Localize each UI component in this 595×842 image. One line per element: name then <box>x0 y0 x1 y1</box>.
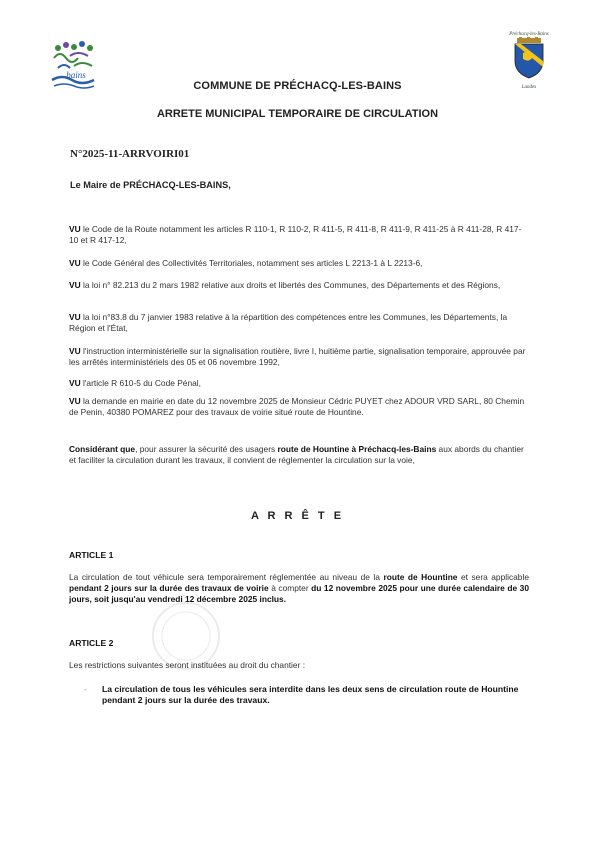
visa-paragraph <box>69 378 529 389</box>
considerant-lead: Considérant que <box>69 444 136 454</box>
document-title: ARRETE MUNICIPAL TEMPORAIRE DE CIRCULATION <box>156 108 439 120</box>
maire-line: Le Maire de PRÉCHACQ-LES-BAINS, <box>70 180 231 190</box>
article-2-bullet <box>84 684 524 706</box>
article-1-body <box>69 572 529 605</box>
visa-text: l'instruction interministérielle sur la signalisation routière, livre I, huitième partie, signalisation temporaire, approuvée par les arrêtés interministériels des 05 et 06 novembre 1992, <box>69 346 526 367</box>
visa-paragraph <box>69 258 529 269</box>
visa-text: le Code Général des Collectivités Territoriales, notamment ses articles L 2213-1 à L 2213-6, <box>80 258 423 268</box>
visa-lead: VU <box>69 258 81 268</box>
visa-lead: VU <box>69 280 81 290</box>
coat-of-arms-icon <box>511 37 547 79</box>
bullet-marker: - <box>84 684 87 694</box>
visa-lead: VU <box>69 396 81 406</box>
article-1-text-1: La circulation de tout véhicule sera temporairement réglementée au niveau de la <box>69 572 384 582</box>
visa-text: la demande en mairie en date du 12 novembre 2025 de Monsieur Cédric PUYET chez ADOUR VRD SARL, 80 Chemin de Penin, 40380 POMAREZ pour des travaux de voirie situé route de Hountine. <box>69 396 525 417</box>
article-2-bullet-text: La circulation de tous les véhicules sera interdite dans les deux sens de circulation route de Hountine pendant 2 jours sur la durée des travaux. <box>102 684 519 705</box>
article-1-text-3: à compter <box>268 583 312 593</box>
visa-text: la loi n°83.8 du 7 janvier 1983 relative à la répartition des compétences entre les Communes, les Départements, la Région et l'État, <box>69 312 508 333</box>
article-1-heading: ARTICLE 1 <box>69 550 114 560</box>
visa-lead: VU <box>69 224 81 234</box>
considerant-text-1: , pour assurer la sécurité des usagers <box>135 444 278 454</box>
article-1-road: route de Hountine <box>383 572 458 582</box>
coat-of-arms-caption: Préchacq-les-Bains <box>509 32 549 37</box>
arrete-heading: A R R Ê T E <box>250 510 345 522</box>
commune-title: COMMUNE DE PRÉCHACQ-LES-BAINS <box>193 80 402 92</box>
article-1-dates: du 12 novembre 2025 pour une durée calendaire de 30 jours, soit jusqu'au vendredi 12 décembre 2025 inclus. <box>69 583 529 604</box>
visa-text: la loi n° 82.213 du 2 mars 1982 relative aux droits et libertés des Communes, des Départements et des Régions, <box>80 280 501 290</box>
reference-number: N°2025-11-ARRVOIRI01 <box>70 148 190 160</box>
article-1-text-2: et sera applicable <box>457 572 529 582</box>
visa-lead: VU <box>69 312 81 322</box>
article-2-heading: ARTICLE 2 <box>69 638 114 648</box>
visa-paragraph <box>69 396 529 418</box>
visa-paragraph <box>69 224 529 246</box>
visa-lead: VU <box>69 346 81 356</box>
considerant-text-2: aux abords du chantier et faciliter la circulation durant les travaux, il convient de réglementer la circulation sur la voie, <box>69 444 524 465</box>
visa-text: l'article R 610-5 du Code Pénal, <box>80 378 201 388</box>
coat-of-arms-footer: Landes <box>521 85 537 90</box>
visa-paragraph <box>69 312 529 334</box>
considerant-road: route de Hountine à Préchacq-les-Bains <box>277 444 437 454</box>
visa-paragraph <box>69 280 529 291</box>
article-2-intro: Les restrictions suivantes seront instituées au droit du chantier : <box>69 660 306 670</box>
village-logo-text: bains <box>66 70 86 80</box>
considerant-paragraph <box>69 444 529 466</box>
visa-text: le Code de la Route notamment les articles R 110-1, R 110-2, R 411-5, R 411-8, R 411-9, R 411-25 à R 411-28, R 417-10 et R 417-12, <box>69 224 522 245</box>
article-1-duration: pendant 2 jours sur la durée des travaux de voirie <box>69 583 269 593</box>
visa-paragraph <box>69 346 529 368</box>
visa-lead: VU <box>69 378 81 388</box>
